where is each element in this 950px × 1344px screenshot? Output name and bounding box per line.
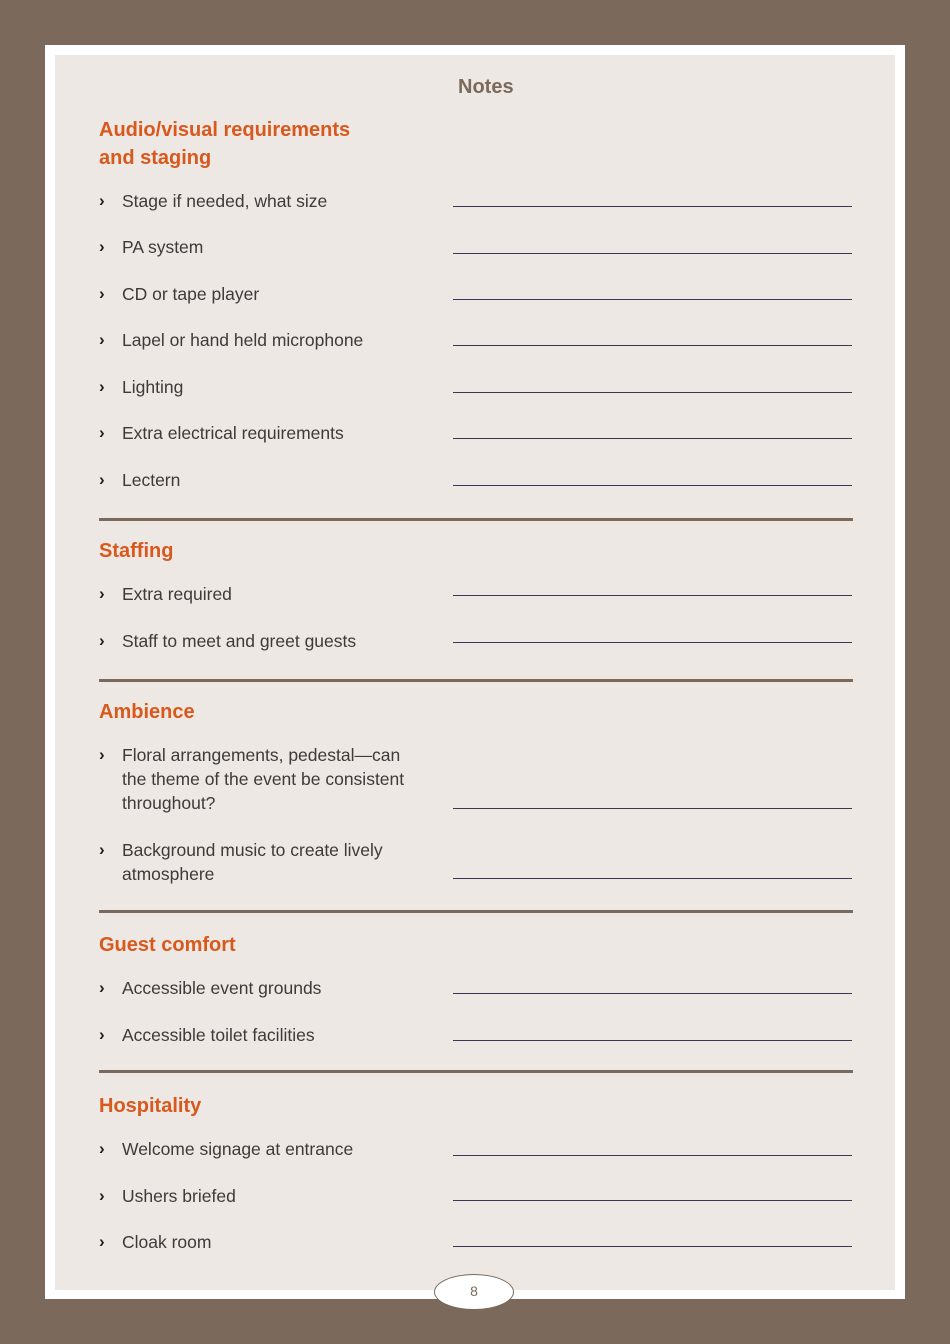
section-title-audio-visual-line1: Audio/visual requirements	[99, 119, 351, 141]
section-title-audio-visual-line2: and staging	[99, 147, 212, 169]
page-number: 8	[434, 1274, 514, 1310]
item-label: PA system	[122, 237, 204, 257]
notes-line-microphone[interactable]	[453, 345, 852, 346]
item-label: Accessible toilet facilities	[122, 1025, 315, 1045]
checklist-item-extra-staff	[99, 582, 439, 606]
checklist-item-lectern	[99, 468, 439, 492]
checklist-item-microphone	[99, 328, 439, 352]
item-label: Staff to meet and greet guests	[122, 631, 357, 651]
checklist-item-ushers	[99, 1184, 439, 1208]
checklist-item-background-music	[99, 838, 429, 886]
notes-line-cd-player[interactable]	[453, 299, 852, 300]
section-title-audio-visual	[99, 116, 350, 172]
chevron-right-icon: ›	[99, 423, 105, 442]
notes-line-lectern[interactable]	[453, 485, 852, 486]
checklist-item-electrical	[99, 421, 439, 445]
item-label: Extra electrical requirements	[122, 423, 344, 443]
chevron-right-icon: ›	[99, 1186, 105, 1205]
chevron-right-icon: ›	[99, 330, 105, 349]
checklist-item-cloak-room	[99, 1230, 439, 1254]
notes-line-lighting[interactable]	[453, 392, 852, 393]
chevron-right-icon: ›	[99, 745, 105, 764]
item-label: Floral arrangements, pedestal—can the theme of the event be consistent throughout?	[122, 745, 405, 813]
notes-line-background-music[interactable]	[453, 878, 852, 879]
item-label: Cloak room	[122, 1232, 212, 1252]
notes-line-electrical[interactable]	[453, 438, 852, 439]
section-divider	[99, 910, 853, 913]
chevron-right-icon: ›	[99, 978, 105, 997]
notes-line-accessible-grounds[interactable]	[453, 993, 852, 994]
chevron-right-icon: ›	[99, 631, 105, 650]
chevron-right-icon: ›	[99, 191, 105, 210]
item-label: CD or tape player	[122, 284, 260, 304]
checklist-item-accessible-grounds	[99, 976, 439, 1000]
notes-column-header: Notes	[458, 76, 514, 98]
section-title-guest-comfort: Guest comfort	[99, 934, 236, 956]
notes-line-cloak-room[interactable]	[453, 1246, 852, 1247]
item-label: Lighting	[122, 377, 184, 397]
checklist-item-stage	[99, 189, 439, 213]
item-label: Ushers briefed	[122, 1186, 236, 1206]
notes-line-floral[interactable]	[453, 808, 852, 809]
notes-line-meet-greet[interactable]	[453, 642, 852, 643]
notes-line-extra-staff[interactable]	[453, 595, 852, 596]
item-label: Extra required	[122, 584, 232, 604]
section-title-staffing: Staffing	[99, 540, 174, 562]
section-title-ambience: Ambience	[99, 701, 195, 723]
notes-line-stage[interactable]	[453, 206, 852, 207]
item-label: Stage if needed, what size	[122, 191, 328, 211]
chevron-right-icon: ›	[99, 1139, 105, 1158]
chevron-right-icon: ›	[99, 377, 105, 396]
section-divider	[99, 679, 853, 682]
item-label: Lapel or hand held microphone	[122, 330, 364, 350]
chevron-right-icon: ›	[99, 284, 105, 303]
section-title-hospitality: Hospitality	[99, 1095, 202, 1117]
chevron-right-icon: ›	[99, 584, 105, 603]
checklist-item-accessible-toilets	[99, 1023, 439, 1047]
item-label: Background music to create lively atmosphere	[122, 840, 383, 884]
chevron-right-icon: ›	[99, 1232, 105, 1251]
chevron-right-icon: ›	[99, 237, 105, 256]
notes-line-pa-system[interactable]	[453, 253, 852, 254]
checklist-item-welcome-signage	[99, 1137, 439, 1161]
section-divider	[99, 1070, 853, 1073]
item-label: Lectern	[122, 470, 181, 490]
item-label: Welcome signage at entrance	[122, 1139, 354, 1159]
checklist-item-pa-system	[99, 235, 439, 259]
section-divider	[99, 518, 853, 521]
chevron-right-icon: ›	[99, 470, 105, 489]
notes-line-welcome-signage[interactable]	[453, 1155, 852, 1156]
item-label: Accessible event grounds	[122, 978, 322, 998]
checklist-item-cd-player	[99, 282, 439, 306]
checklist-item-lighting	[99, 375, 439, 399]
notes-line-accessible-toilets[interactable]	[453, 1040, 852, 1041]
checklist-item-meet-greet	[99, 629, 439, 653]
chevron-right-icon: ›	[99, 1025, 105, 1044]
notes-line-ushers[interactable]	[453, 1200, 852, 1201]
chevron-right-icon: ›	[99, 840, 105, 859]
checklist-item-floral	[99, 743, 429, 815]
